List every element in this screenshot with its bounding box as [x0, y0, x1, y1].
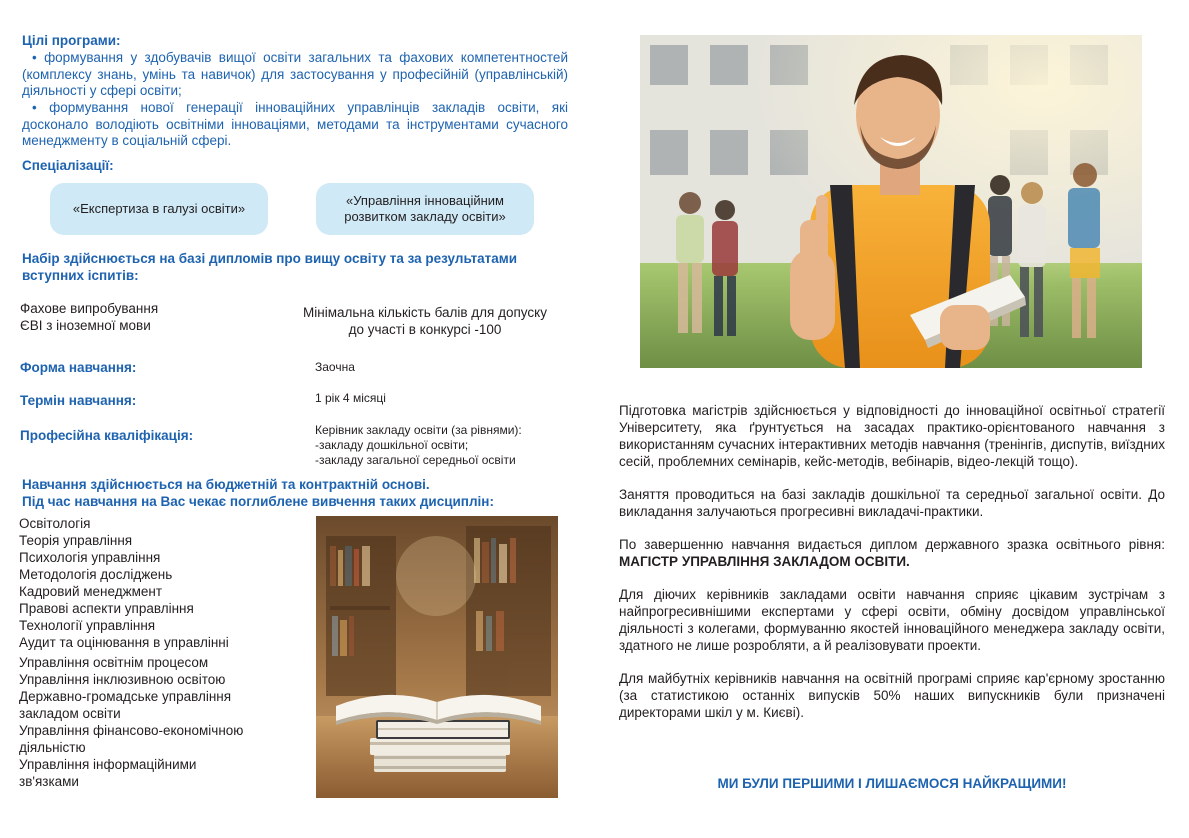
list-item: Методологія досліджень — [19, 567, 173, 582]
min-score-note: Мінімальна кількість балів для допуску до участі в конкурсі -100 — [303, 305, 547, 337]
photo-student-icon — [640, 35, 1142, 368]
list-item: Теорія управління — [19, 533, 133, 548]
list-item: Державно-громадське управління закладом освіти — [19, 689, 232, 721]
goals-heading: Цілі програми: — [22, 33, 121, 48]
books-photo — [316, 516, 558, 798]
specializations-heading: Спеціалізації: — [22, 158, 114, 173]
list-item: Освітологія — [19, 516, 91, 531]
study-term-value: 1 рік 4 місяці — [315, 391, 386, 405]
info-text — [619, 402, 1165, 737]
list-item: Правові аспекти управління — [19, 601, 194, 616]
qualification-value — [315, 423, 522, 468]
list-item: Управління інформаційними зв'язками — [19, 757, 197, 789]
funding-line-2: Під час навчання на Вас чекає поглиблене вивчення таких дисциплін: — [22, 494, 494, 509]
study-form-label: Форма навчання: — [20, 360, 137, 375]
list-item: Управління фінансово-економічною діяльністю — [19, 723, 244, 755]
paragraph-methods: Підготовка магістрів здійснюється у відповідності до інноваційної освітньої стратегії Університету, яка ґрунтується на засадах практико-орієнтованого навчання з використанням сучасних інтерактивних методів навчання (тренінгів, диспутів, виїздних сесій, проблемних семінарів, кейс-методів, вебінарів, відео-лекцій тощо). — [619, 403, 1165, 469]
funding-note — [22, 476, 494, 510]
qualification-label: Професійна кваліфікація: — [20, 428, 194, 443]
specialization-pill-2 — [316, 183, 534, 235]
goal-bullet-2: • формування нової генерації інноваційних управлінців закладів освіти, які досконало володіють освітніми інноваціями, методами та інструментами сучасного менеджменту в соціальній сфері. — [22, 100, 568, 148]
study-form-value: Заочна — [315, 360, 355, 374]
specialization-label-1: «Експертиза в галузі освіти» — [72, 201, 246, 216]
admission-heading: Набір здійснюється на базі дипломів про вищу освіту та за результатами вступних іспитів: — [22, 251, 518, 283]
funding-line-1: Навчання здійснюється на бюджетній та контрактній основі. — [22, 477, 430, 492]
slogan: МИ БУЛИ ПЕРШИМИ І ЛИШАЄМОСЯ НАЙКРАЩИМИ! — [717, 776, 1067, 791]
paragraph-diploma — [619, 536, 1165, 570]
paragraph-base: Заняття проводиться на базі закладів дошкільної та середньої загальної освіти. До викладання залучаються прогресивні викладачі-практики. — [619, 487, 1165, 519]
list-item: Технології управління — [19, 618, 156, 633]
list-item: Управління інклюзивною освітою — [19, 672, 226, 687]
exam-list — [20, 300, 158, 334]
list-item: Психологія управління — [19, 550, 161, 565]
diploma-text: По завершенню навчання видається диплом державного зразка освітнього рівня: — [619, 537, 1165, 552]
paragraph-current-leaders: Для діючих керівників закладами освіти навчання сприяє цікавим зустрічам з найпрогресивнішими експертами у сфері освіти, обміну досвідом управлінської діяльності з колегами, формуванню якостей інноваційного менеджера закладу освіти, здатного не лише розробляти, а й реалізовувати проекти. — [619, 587, 1165, 653]
study-term-label: Термін навчання: — [20, 393, 137, 408]
list-item: Управління освітнім процесом — [19, 655, 209, 670]
list-item: Аудит та оцінювання в управлінні — [19, 635, 229, 650]
student-photo — [640, 35, 1142, 368]
qualification-line-2: -закладу дошкільної освіти; — [315, 438, 469, 452]
diploma-degree: МАГІСТР УПРАВЛІННЯ ЗАКЛАДОМ ОСВІТИ. — [619, 554, 910, 569]
qualification-line-3: -закладу загальної середньої освіти — [315, 453, 516, 467]
photo-books-icon — [316, 516, 558, 798]
goal-bullet-1: • формування у здобувачів вищої освіти загальних та фахових компетентностей (комплексу знань, умінь та навичок) для застосування у професійній (управлінській) діяльності у сфері освіти; — [22, 50, 568, 98]
exam-item-1: Фахове випробування — [20, 301, 159, 316]
specialization-pill-1 — [50, 183, 268, 235]
paragraph-future-leaders: Для майбутніх керівників навчання на освітній програмі сприяє кар'єрному зростанню (за статистикою останніх випусків 50% наших випускників були призначені директорами шкіл у м. Києві). — [619, 671, 1165, 720]
exam-item-2: ЄВІ з іноземної мови — [20, 318, 151, 333]
specialization-label-2: «Управління інноваційним розвитком закладу освіти» — [344, 193, 506, 224]
qualification-line-1: Керівник закладу освіти (за рівнями): — [315, 423, 522, 437]
discipline-list — [19, 515, 289, 790]
list-item: Кадровий менеджмент — [19, 584, 163, 599]
